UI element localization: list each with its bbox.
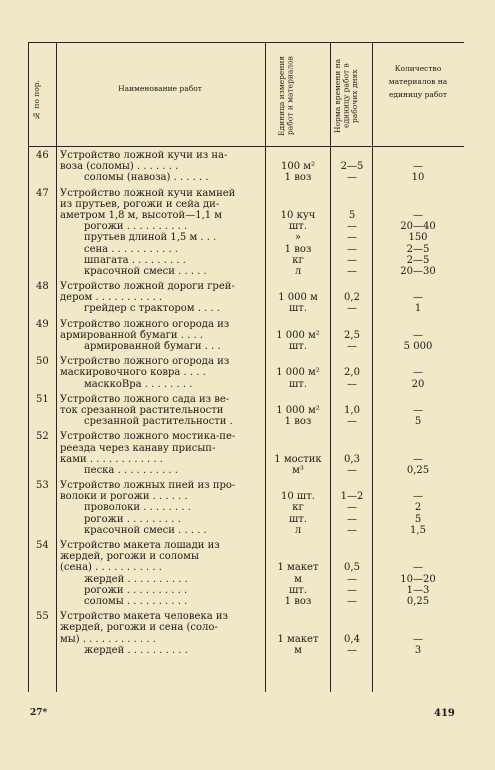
signature-mark: 27* xyxy=(30,708,48,718)
work-name: Устройство макета лошади из xyxy=(60,540,220,551)
table-row xyxy=(28,394,464,432)
work-name: шпагата . . . . . . . . . xyxy=(84,254,186,266)
unit-cell: м xyxy=(294,573,302,585)
norm-cell: 2,0 xyxy=(344,367,360,379)
work-name: реезда через канаву присып- xyxy=(60,442,216,454)
row-line xyxy=(28,551,464,562)
norm-cell: 2—5 xyxy=(340,161,364,173)
unit-cell: шт. xyxy=(288,378,307,390)
table-row xyxy=(28,611,464,660)
work-name: жердей, рогожи и соломы xyxy=(60,551,199,563)
row-line xyxy=(28,574,464,585)
norm-cell: 0,4 xyxy=(344,633,360,645)
quantity-cell: 2—5 xyxy=(406,254,430,266)
norm-cell: — xyxy=(347,341,357,352)
work-name: Устройство ложного сада из ве- xyxy=(60,393,230,405)
row-line xyxy=(28,645,464,656)
row-line xyxy=(28,454,464,465)
row-line xyxy=(28,540,464,551)
quantity-cell: 10—20 xyxy=(400,573,436,585)
work-name: срезанной растительности . xyxy=(84,416,233,428)
table-row xyxy=(28,150,464,188)
unit-cell: 1 000 м xyxy=(278,292,318,304)
quantity-cell: 5 xyxy=(414,513,422,525)
norm-cell: 0,2 xyxy=(344,292,360,304)
work-name: ками . . . . . . . . . . . . xyxy=(60,453,163,465)
table-body xyxy=(28,150,464,660)
unit-cell: 1 воз xyxy=(284,243,312,255)
unit-cell: м³ xyxy=(292,464,304,476)
row-line xyxy=(28,303,464,314)
row-line xyxy=(28,232,464,243)
row-line xyxy=(28,585,464,596)
unit-cell: шт. xyxy=(288,513,307,525)
row-line xyxy=(28,491,464,502)
page-number: 419 xyxy=(434,708,455,719)
unit-cell: 1 000 м² xyxy=(276,367,320,379)
quantity-cell: 2 xyxy=(414,502,422,514)
work-name: проволоки . . . . . . . . xyxy=(84,502,191,514)
quantity-cell: 20—40 xyxy=(400,221,436,233)
work-name: аметром 1,8 м, высотой—1,1 м xyxy=(60,209,223,221)
header-col-num: № по пор. xyxy=(32,80,41,120)
norm-cell: 1—2 xyxy=(340,491,364,503)
row-line xyxy=(28,611,464,622)
unit-cell: кг xyxy=(292,254,304,266)
table-row xyxy=(28,319,464,357)
row-line xyxy=(28,161,464,172)
norm-cell: — xyxy=(347,513,357,525)
quantity-cell: 20 xyxy=(411,378,425,390)
work-name: красочной смеси . . . . . xyxy=(84,265,207,277)
row-line xyxy=(28,367,464,378)
norm-cell: — xyxy=(347,644,357,656)
work-name: сена . . . . . . . . . . . xyxy=(84,243,179,255)
norm-cell: — xyxy=(347,573,357,585)
quantity-cell: — xyxy=(413,367,423,379)
table-top-rule xyxy=(28,42,464,43)
table-row xyxy=(28,281,464,319)
row-line xyxy=(28,394,464,405)
row-line xyxy=(28,330,464,341)
table-row xyxy=(28,356,464,394)
norm-cell: — xyxy=(347,378,357,390)
unit-cell: л xyxy=(294,524,302,536)
row-number: 47 xyxy=(36,187,49,199)
unit-cell: шт. xyxy=(288,303,307,315)
table-row xyxy=(28,188,464,282)
work-name: армированной бумаги . . . . xyxy=(60,329,203,341)
row-line xyxy=(28,562,464,573)
unit-cell: 1 воз xyxy=(284,595,312,607)
work-name: волоки и рогожи . . . . . . xyxy=(60,491,188,503)
work-name: рогожи . . . . . . . . . . xyxy=(84,221,188,233)
row-line xyxy=(28,525,464,536)
quantity-cell: 5 000 xyxy=(403,341,433,352)
unit-cell: 10 куч xyxy=(280,209,316,221)
row-line xyxy=(28,502,464,513)
row-line xyxy=(28,622,464,633)
work-name: Устройство ложной кучи камней xyxy=(60,187,236,199)
header-col-unit: Единица измерения работ и материалов xyxy=(277,55,295,137)
row-line xyxy=(28,210,464,221)
quantity-cell: — xyxy=(413,562,423,574)
unit-cell: кг xyxy=(292,502,304,514)
work-name: мы) . . . . . . . . . . . . xyxy=(60,633,156,645)
row-gap xyxy=(28,656,464,660)
row-line xyxy=(28,341,464,352)
work-name: рогожи . . . . . . . . . xyxy=(84,513,181,525)
quantity-cell: 3 xyxy=(414,644,422,656)
row-number: 48 xyxy=(36,281,49,293)
unit-cell: 100 м² xyxy=(280,161,316,173)
row-line xyxy=(28,266,464,277)
table-header-rule xyxy=(28,146,464,147)
quantity-cell: — xyxy=(413,209,423,221)
row-number: 54 xyxy=(36,540,49,551)
norm-cell: — xyxy=(347,584,357,596)
row-line xyxy=(28,596,464,607)
norm-cell: 1,0 xyxy=(344,404,360,416)
quantity-cell: — xyxy=(413,491,423,503)
quantity-cell: 2—5 xyxy=(406,243,430,255)
unit-cell: 1 макет xyxy=(277,562,319,574)
quantity-cell: — xyxy=(413,329,423,341)
row-number: 55 xyxy=(36,611,49,623)
row-line xyxy=(28,431,464,442)
work-name: жердей, рогожи и сена (соло- xyxy=(60,622,218,634)
unit-cell: шт. xyxy=(288,221,307,233)
work-name: прутьев длиной 1,5 м . . . xyxy=(84,232,217,244)
unit-cell: 1 000 м² xyxy=(276,404,320,416)
work-name: (сена) . . . . . . . . . . . xyxy=(60,562,162,574)
quantity-cell: 10 xyxy=(411,172,425,184)
header-col-norm: Норма времени на единицу работ в рабочих днях xyxy=(333,58,359,134)
unit-cell: » xyxy=(294,232,302,244)
row-line xyxy=(28,480,464,491)
work-name: Устройство ложного мостика-пе- xyxy=(60,431,236,443)
work-name: грейдер с трактором . . . . xyxy=(84,303,220,315)
quantity-cell: 5 xyxy=(414,416,422,428)
work-name: соломы (навоза) . . . . . . xyxy=(84,172,209,184)
norm-cell: — xyxy=(347,595,357,607)
work-name: Устройство ложного огорода из xyxy=(60,318,230,330)
table-row xyxy=(28,540,464,611)
row-line xyxy=(28,379,464,390)
work-name: жердей . . . . . . . . . . xyxy=(84,573,188,585)
row-line xyxy=(28,416,464,427)
row-line xyxy=(28,405,464,416)
unit-cell: 1 макет xyxy=(277,633,319,645)
row-line xyxy=(28,443,464,454)
quantity-cell: — xyxy=(413,161,423,173)
work-name: песка . . . . . . . . . . xyxy=(84,464,178,476)
row-number: 49 xyxy=(36,318,49,330)
unit-cell: м xyxy=(294,644,302,656)
row-line xyxy=(28,199,464,210)
table-row xyxy=(28,431,464,480)
work-name: масккоВра . . . . . . . . xyxy=(84,378,193,390)
row-line xyxy=(28,255,464,266)
work-name: маскировочного ковра . . . . xyxy=(60,367,206,379)
norm-cell: 2,5 xyxy=(344,329,360,341)
quantity-cell: — xyxy=(413,453,423,465)
row-line xyxy=(28,634,464,645)
quantity-cell: 1,5 xyxy=(410,524,426,536)
unit-cell: л xyxy=(294,265,302,277)
norm-cell: 0,3 xyxy=(344,453,360,465)
work-name: из прутьев, рогожи и сейа ди- xyxy=(60,198,220,210)
norm-cell: — xyxy=(347,232,357,244)
row-number: 51 xyxy=(36,393,49,405)
norm-cell: — xyxy=(347,265,357,277)
row-number: 53 xyxy=(36,480,49,492)
norm-cell: — xyxy=(347,243,357,255)
row-number: 52 xyxy=(36,431,49,443)
quantity-cell: 150 xyxy=(408,232,428,244)
row-line xyxy=(28,465,464,476)
row-number: 50 xyxy=(36,356,49,368)
unit-cell: шт. xyxy=(288,341,307,352)
unit-cell: шт. xyxy=(288,584,307,596)
norm-cell: — xyxy=(347,172,357,184)
row-line xyxy=(28,188,464,199)
work-name: ток срезанной растительности xyxy=(60,404,224,416)
unit-cell: 10 шт. xyxy=(281,491,315,503)
work-name: Устройство ложного огорода из xyxy=(60,356,230,368)
work-name: дером . . . . . . . . . . . xyxy=(60,292,163,304)
quantity-cell: — xyxy=(413,633,423,645)
unit-cell: 1 000 м² xyxy=(276,329,320,341)
work-name: соломы . . . . . . . . . . xyxy=(84,595,188,607)
work-name: жердей . . . . . . . . . . xyxy=(84,644,188,656)
header-col-qty: Количество материалов на единицу работ xyxy=(388,64,448,99)
row-line xyxy=(28,172,464,183)
norm-cell: — xyxy=(347,416,357,428)
row-number: 46 xyxy=(36,150,49,161)
unit-cell: 1 воз xyxy=(284,172,312,184)
work-name: Устройство ложной дороги грей- xyxy=(60,281,235,293)
work-name: армированной бумаги . . . xyxy=(84,341,221,352)
norm-cell: — xyxy=(347,303,357,315)
work-name: красочной смеси . . . . . xyxy=(84,524,207,536)
row-line xyxy=(28,514,464,525)
row-line xyxy=(28,292,464,303)
norm-cell: — xyxy=(347,502,357,514)
norm-cell: — xyxy=(347,464,357,476)
row-line xyxy=(28,221,464,232)
table-row xyxy=(28,480,464,540)
work-name: Устройство ложных пней из про- xyxy=(60,480,236,492)
row-line xyxy=(28,281,464,292)
unit-cell: 1 мостик xyxy=(274,453,322,465)
quantity-cell: 20—30 xyxy=(400,265,436,277)
row-line xyxy=(28,319,464,330)
work-name: воза (соломы) . . . . . . . xyxy=(60,161,179,173)
quantity-cell: 1—3 xyxy=(406,584,430,596)
row-line xyxy=(28,150,464,161)
norm-cell: — xyxy=(347,524,357,536)
work-name: Устройство ложной кучи из на- xyxy=(60,150,228,161)
unit-cell: 1 воз xyxy=(284,416,312,428)
norm-cell: 0,5 xyxy=(344,562,360,574)
work-name: Устройство макета человека из xyxy=(60,611,228,623)
quantity-cell: 0,25 xyxy=(406,595,430,607)
quantity-cell: 0,25 xyxy=(406,464,430,476)
quantity-cell: — xyxy=(413,292,423,304)
norm-cell: — xyxy=(347,254,357,266)
header-col-name: Наименование работ xyxy=(118,84,202,93)
row-line xyxy=(28,356,464,367)
work-name: рогожи . . . . . . . . . . xyxy=(84,584,188,596)
quantity-cell: — xyxy=(413,404,423,416)
norm-cell: 5 xyxy=(348,209,356,221)
quantity-cell: 1 xyxy=(414,303,422,315)
norm-cell: — xyxy=(347,221,357,233)
row-line xyxy=(28,244,464,255)
